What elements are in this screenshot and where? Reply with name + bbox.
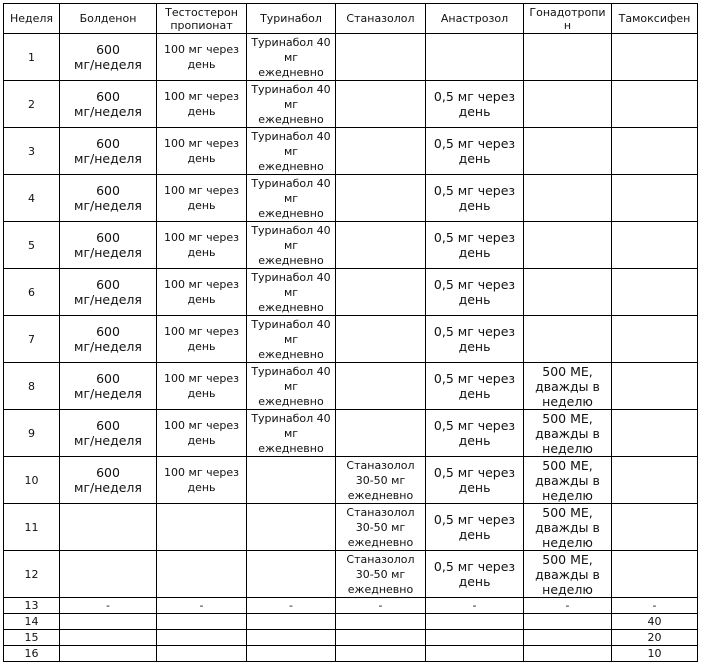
cell-gonadotropin: 500 МЕ, дважды в неделю <box>524 551 612 598</box>
cell-week: 13 <box>4 598 60 614</box>
cell-tamoxifen <box>612 175 698 222</box>
cell-stanozolol <box>336 614 426 630</box>
cell-tamoxifen <box>612 504 698 551</box>
cell-gonadotropin <box>524 128 612 175</box>
cell-turinabol: Туринабол 40 мг ежедневно <box>247 81 336 128</box>
cell-turinabol <box>247 504 336 551</box>
cell-stanozolol <box>336 363 426 410</box>
table-row <box>4 128 698 175</box>
cell-testosterone: 100 мг через день <box>157 175 247 222</box>
cell-tamoxifen <box>612 551 698 598</box>
table-row <box>4 551 698 598</box>
cell-anastrozole: 0,5 мг через день <box>426 175 524 222</box>
cell-boldenone: 600 мг/неделя <box>60 175 157 222</box>
cell-turinabol: Туринабол 40 мг ежедневно <box>247 316 336 363</box>
table-row <box>4 316 698 363</box>
cell-boldenone: 600 мг/неделя <box>60 316 157 363</box>
cell-testosterone <box>157 504 247 551</box>
cell-stanozolol: Станазолол 30-50 мг ежедневно <box>336 551 426 598</box>
cell-tamoxifen <box>612 316 698 363</box>
cell-testosterone: 100 мг через день <box>157 316 247 363</box>
table-row <box>4 504 698 551</box>
cell-week: 9 <box>4 410 60 457</box>
cell-testosterone: 100 мг через день <box>157 34 247 81</box>
cell-gonadotropin: 500 МЕ, дважды в неделю <box>524 504 612 551</box>
cell-anastrozole: 0,5 мг через день <box>426 128 524 175</box>
cell-gonadotropin: 500 МЕ, дважды в неделю <box>524 410 612 457</box>
cell-testosterone <box>157 646 247 662</box>
cell-gonadotropin <box>524 316 612 363</box>
cell-tamoxifen <box>612 457 698 504</box>
cell-turinabol: Туринабол 40 мг ежедневно <box>247 222 336 269</box>
cell-testosterone: 100 мг через день <box>157 269 247 316</box>
cell-week: 1 <box>4 34 60 81</box>
cell-boldenone: - <box>60 598 157 614</box>
cell-anastrozole: 0,5 мг через день <box>426 81 524 128</box>
cell-turinabol <box>247 630 336 646</box>
cell-stanozolol <box>336 410 426 457</box>
cell-stanozolol <box>336 646 426 662</box>
cell-turinabol: Туринабол 40 мг ежедневно <box>247 128 336 175</box>
cell-gonadotropin <box>524 614 612 630</box>
table-row <box>4 81 698 128</box>
cell-week: 11 <box>4 504 60 551</box>
cell-turinabol <box>247 614 336 630</box>
cell-boldenone: 600 мг/неделя <box>60 457 157 504</box>
cell-tamoxifen <box>612 34 698 81</box>
table-row <box>4 363 698 410</box>
cell-week: 10 <box>4 457 60 504</box>
table-row <box>4 222 698 269</box>
cell-week: 2 <box>4 81 60 128</box>
cell-tamoxifen: 20 <box>612 630 698 646</box>
cell-tamoxifen <box>612 222 698 269</box>
cell-anastrozole: - <box>426 598 524 614</box>
cell-stanozolol: Станазолол 30-50 мг ежедневно <box>336 457 426 504</box>
cell-week: 5 <box>4 222 60 269</box>
cell-tamoxifen <box>612 81 698 128</box>
cell-testosterone <box>157 614 247 630</box>
cell-week: 4 <box>4 175 60 222</box>
cell-week: 15 <box>4 630 60 646</box>
table-row <box>4 598 698 614</box>
header-week: Неделя <box>4 4 60 34</box>
table-row <box>4 34 698 81</box>
cell-gonadotropin <box>524 646 612 662</box>
cell-testosterone: - <box>157 598 247 614</box>
header-anastrozole: Анастрозол <box>426 4 524 34</box>
cell-boldenone: 600 мг/неделя <box>60 34 157 81</box>
cell-anastrozole <box>426 630 524 646</box>
cell-turinabol: Туринабол 40 мг ежедневно <box>247 175 336 222</box>
cell-anastrozole <box>426 34 524 81</box>
cell-anastrozole: 0,5 мг через день <box>426 363 524 410</box>
cell-anastrozole: 0,5 мг через день <box>426 316 524 363</box>
cell-turinabol <box>247 457 336 504</box>
cell-stanozolol <box>336 316 426 363</box>
cell-tamoxifen <box>612 269 698 316</box>
cell-testosterone: 100 мг через день <box>157 363 247 410</box>
cell-week: 8 <box>4 363 60 410</box>
cell-stanozolol <box>336 128 426 175</box>
cell-gonadotropin <box>524 222 612 269</box>
table-row <box>4 269 698 316</box>
table-row <box>4 614 698 630</box>
cell-turinabol: Туринабол 40 мг ежедневно <box>247 34 336 81</box>
cell-stanozolol <box>336 222 426 269</box>
table-row <box>4 630 698 646</box>
schedule-table <box>3 3 698 662</box>
cell-anastrozole: 0,5 мг через день <box>426 504 524 551</box>
cell-week: 6 <box>4 269 60 316</box>
cell-turinabol: Туринабол 40 мг ежедневно <box>247 269 336 316</box>
cell-tamoxifen <box>612 410 698 457</box>
cell-gonadotropin: 500 МЕ, дважды в неделю <box>524 457 612 504</box>
cell-boldenone: 600 мг/неделя <box>60 128 157 175</box>
cell-turinabol: - <box>247 598 336 614</box>
cell-stanozolol <box>336 269 426 316</box>
cell-tamoxifen <box>612 128 698 175</box>
table-body <box>4 34 698 662</box>
header-tamoxifen: Тамоксифен <box>612 4 698 34</box>
header-gonadotropin: Гонадотропи н <box>524 4 612 34</box>
cell-week: 16 <box>4 646 60 662</box>
cell-testosterone: 100 мг через день <box>157 128 247 175</box>
header-stanozolol: Станазолол <box>336 4 426 34</box>
cell-stanozolol <box>336 630 426 646</box>
table-row <box>4 410 698 457</box>
cell-tamoxifen: 40 <box>612 614 698 630</box>
cell-boldenone: 600 мг/неделя <box>60 410 157 457</box>
cell-tamoxifen: - <box>612 598 698 614</box>
cell-gonadotropin <box>524 34 612 81</box>
cell-tamoxifen <box>612 363 698 410</box>
header-row <box>4 4 698 34</box>
cell-week: 14 <box>4 614 60 630</box>
header-testosterone: Тестостерон пропионат <box>157 4 247 34</box>
cell-anastrozole: 0,5 мг через день <box>426 551 524 598</box>
cell-gonadotropin <box>524 81 612 128</box>
cell-week: 7 <box>4 316 60 363</box>
cell-testosterone <box>157 630 247 646</box>
cell-gonadotropin <box>524 269 612 316</box>
cell-boldenone <box>60 504 157 551</box>
cell-gonadotropin <box>524 630 612 646</box>
cell-week: 3 <box>4 128 60 175</box>
cell-testosterone <box>157 551 247 598</box>
cell-week: 12 <box>4 551 60 598</box>
cell-stanozolol: - <box>336 598 426 614</box>
cell-gonadotropin <box>524 175 612 222</box>
cell-boldenone: 600 мг/неделя <box>60 81 157 128</box>
cell-stanozolol: Станазолол 30-50 мг ежедневно <box>336 504 426 551</box>
cell-stanozolol <box>336 34 426 81</box>
cell-boldenone: 600 мг/неделя <box>60 269 157 316</box>
cell-anastrozole: 0,5 мг через день <box>426 269 524 316</box>
table-row <box>4 175 698 222</box>
cell-boldenone <box>60 630 157 646</box>
table-row <box>4 646 698 662</box>
cell-turinabol: Туринабол 40 мг ежедневно <box>247 363 336 410</box>
cell-anastrozole: 0,5 мг через день <box>426 457 524 504</box>
cell-gonadotropin: - <box>524 598 612 614</box>
cell-anastrozole: 0,5 мг через день <box>426 410 524 457</box>
cell-testosterone: 100 мг через день <box>157 410 247 457</box>
cell-turinabol <box>247 646 336 662</box>
cell-anastrozole <box>426 614 524 630</box>
cell-anastrozole <box>426 646 524 662</box>
cell-boldenone <box>60 551 157 598</box>
cell-boldenone <box>60 646 157 662</box>
cell-turinabol: Туринабол 40 мг ежедневно <box>247 410 336 457</box>
cell-turinabol <box>247 551 336 598</box>
cell-boldenone: 600 мг/неделя <box>60 363 157 410</box>
cell-testosterone: 100 мг через день <box>157 222 247 269</box>
cell-testosterone: 100 мг через день <box>157 457 247 504</box>
cell-gonadotropin: 500 МЕ, дважды в неделю <box>524 363 612 410</box>
cell-boldenone: 600 мг/неделя <box>60 222 157 269</box>
cell-testosterone: 100 мг через день <box>157 81 247 128</box>
header-boldenone: Болденон <box>60 4 157 34</box>
cell-stanozolol <box>336 81 426 128</box>
cell-anastrozole: 0,5 мг через день <box>426 222 524 269</box>
cell-stanozolol <box>336 175 426 222</box>
table-row <box>4 457 698 504</box>
cell-boldenone <box>60 614 157 630</box>
cell-tamoxifen: 10 <box>612 646 698 662</box>
header-turinabol: Туринабол <box>247 4 336 34</box>
